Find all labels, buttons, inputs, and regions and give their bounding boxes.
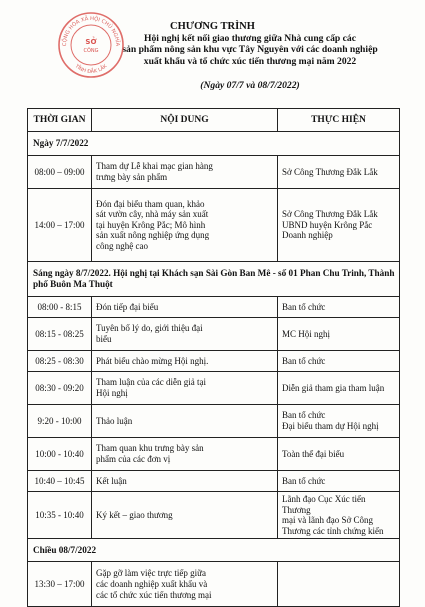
subtitle-line: sản phẩm nông sản khu vực Tây Nguyên với các doanh nghiệp (122, 44, 378, 56)
content-cell (92, 492, 278, 539)
performer-line: Ban tổ chức (282, 410, 326, 421)
document-subtitle (100, 33, 400, 67)
performer-cell (278, 351, 400, 372)
official-stamp-icon (56, 10, 126, 80)
performer-line: Thương các tỉnh chứng kiến (282, 525, 384, 536)
content-line: các doanh nghiệp xuất khẩu và (96, 579, 208, 590)
content-line: Ký kết – giao thương (96, 509, 173, 520)
performer-line: Ban tổ chức (282, 355, 326, 366)
time-cell: 08:00 - 8:15 (28, 297, 92, 318)
subtitle-line: Hội nghị kết nối giao thương giữa Nhà cung cấp các (144, 33, 356, 44)
performer-cell (278, 297, 400, 318)
table-row (28, 297, 400, 318)
content-line: Đón tiếp đại biểu (96, 301, 159, 312)
content-cell (92, 562, 278, 607)
table-header-row (28, 109, 400, 132)
time-cell: 9:20 - 10:00 (28, 405, 92, 438)
content-line: sát vườn cây, nhà máy sản xuất (96, 209, 209, 220)
schedule-body (28, 132, 400, 607)
section-row (28, 262, 400, 297)
section-title: Ngày 7/7/2022 (28, 132, 400, 156)
performer-line: Toàn thể đại biểu (282, 448, 345, 459)
performer-line: UBND huyện Krông Pắc (282, 219, 373, 230)
content-line: Phát biểu chào mừng Hội nghị. (96, 355, 209, 366)
column-header-time: THỜI GIAN (28, 109, 92, 132)
performer-cell (278, 471, 400, 492)
performer-cell (278, 438, 400, 471)
subtitle-line: xuất khẩu và tổ chức xúc tiến thương mại năm 2022 (143, 55, 357, 67)
time-cell: 10:00 - 10:40 (28, 438, 92, 471)
performer-cell (278, 189, 400, 262)
document-dates: (Ngày 07/7 và 08/7/2022) (200, 80, 300, 91)
schedule-table (27, 108, 400, 607)
performer-line: mại và lãnh đạo Sở Công (282, 515, 373, 526)
content-cell (92, 156, 278, 189)
content-line: tại huyện Krông Pắc; Mô hình (96, 219, 206, 230)
content-line: các tổ chức xúc tiến thương mại (96, 589, 212, 600)
performer-cell (278, 318, 400, 351)
svg-text:CÔNG: CÔNG (83, 48, 99, 54)
time-cell: 13:30 – 17:00 (28, 562, 92, 607)
content-line: Tham dự Lễ khai mạc gian hàng (96, 161, 213, 172)
performer-line: Đại biểu tham dự Hội nghị (282, 421, 379, 431)
section-title: Chiều 08/7/2022 (28, 539, 400, 562)
performer-cell (278, 492, 400, 539)
column-header-content: NỘI DUNG (92, 109, 278, 132)
content-line: công nghệ cao (96, 240, 148, 251)
svg-text:TỈNH ĐẮK LẮK: TỈNH ĐẮK LẮK (73, 63, 109, 76)
table-row (28, 318, 400, 351)
content-line: trưng bày sản phẩm (96, 172, 168, 182)
performer-cell (278, 372, 400, 405)
performer-line: Sở Công Thương Đắk Lắk (282, 166, 378, 177)
content-cell (92, 405, 278, 438)
content-cell (92, 318, 278, 351)
section-row (28, 539, 400, 562)
table-row (28, 471, 400, 492)
content-cell (92, 372, 278, 405)
document-title: CHƯƠNG TRÌNH (170, 21, 255, 32)
performer-line: Lãnh đạo Cục Xúc tiến Thương (282, 494, 366, 515)
table-row (28, 405, 400, 438)
content-line: Tham quan khu trưng bày sản (96, 443, 204, 454)
time-cell: 08:30 - 09:20 (28, 372, 92, 405)
performer-line: Doanh nghiệp (282, 230, 333, 241)
table-row (28, 351, 400, 372)
svg-text:SỞ: SỞ (85, 38, 97, 46)
content-cell (92, 189, 278, 262)
table-row (28, 562, 400, 607)
performer-line: Sở Công Thương Đắk Lắk (282, 209, 378, 220)
content-line: Tham luận của các diễn giả tại (96, 377, 206, 388)
content-cell (92, 438, 278, 471)
content-line: Đón đại biểu tham quan, khảo (96, 198, 205, 209)
section-title: Sáng ngày 8/7/2022. Hội nghị tại Khách sạn Sài Gòn Ban Mê - số 01 Phan Chu Trinh, Thành phố Buôn Ma Thuột (28, 262, 400, 297)
content-line: Gặp gỡ làm việc trực tiếp giữa (96, 568, 206, 579)
table-row (28, 372, 400, 405)
time-cell: 08:25 - 08:30 (28, 351, 92, 372)
content-line: phẩm của các đơn vị (96, 454, 171, 464)
content-line: Kết luận (96, 475, 127, 486)
performer-line: Diễn giả tham gia tham luận (282, 382, 385, 393)
table-row (28, 189, 400, 262)
content-line: Hội nghị (96, 388, 128, 398)
content-line: biểu (96, 334, 112, 344)
performer-line: Ban tổ chức (282, 475, 326, 486)
content-line: Tuyên bố lý do, giới thiệu đại (96, 323, 203, 334)
performer-line: MC Hội nghị (282, 328, 331, 339)
section-row (28, 132, 400, 156)
content-cell (92, 351, 278, 372)
content-cell (92, 471, 278, 492)
performer-cell (278, 156, 400, 189)
performer-cell (278, 562, 400, 607)
performer-line: Ban tổ chức (282, 301, 326, 312)
table-row (28, 492, 400, 539)
time-cell: 14:00 – 17:00 (28, 189, 92, 262)
content-line: Thảo luận (96, 415, 133, 426)
table-row (28, 438, 400, 471)
time-cell: 08:00 – 09:00 (28, 156, 92, 189)
time-cell: 10:40 – 10:45 (28, 471, 92, 492)
column-header-performer: THỰC HIỆN (278, 109, 400, 132)
content-line: sản xuất nông nghiệp ứng dụng (96, 230, 210, 241)
content-cell (92, 297, 278, 318)
svg-text:CỘNG HÒA XÃ HỘI CHỦ NGHĨA: CỘNG HÒA XÃ HỘI CHỦ NGHĨA (61, 15, 121, 47)
time-cell: 10:35 - 10:40 (28, 492, 92, 539)
performer-cell (278, 405, 400, 438)
time-cell: 08:15 - 08:25 (28, 318, 92, 351)
table-row (28, 156, 400, 189)
